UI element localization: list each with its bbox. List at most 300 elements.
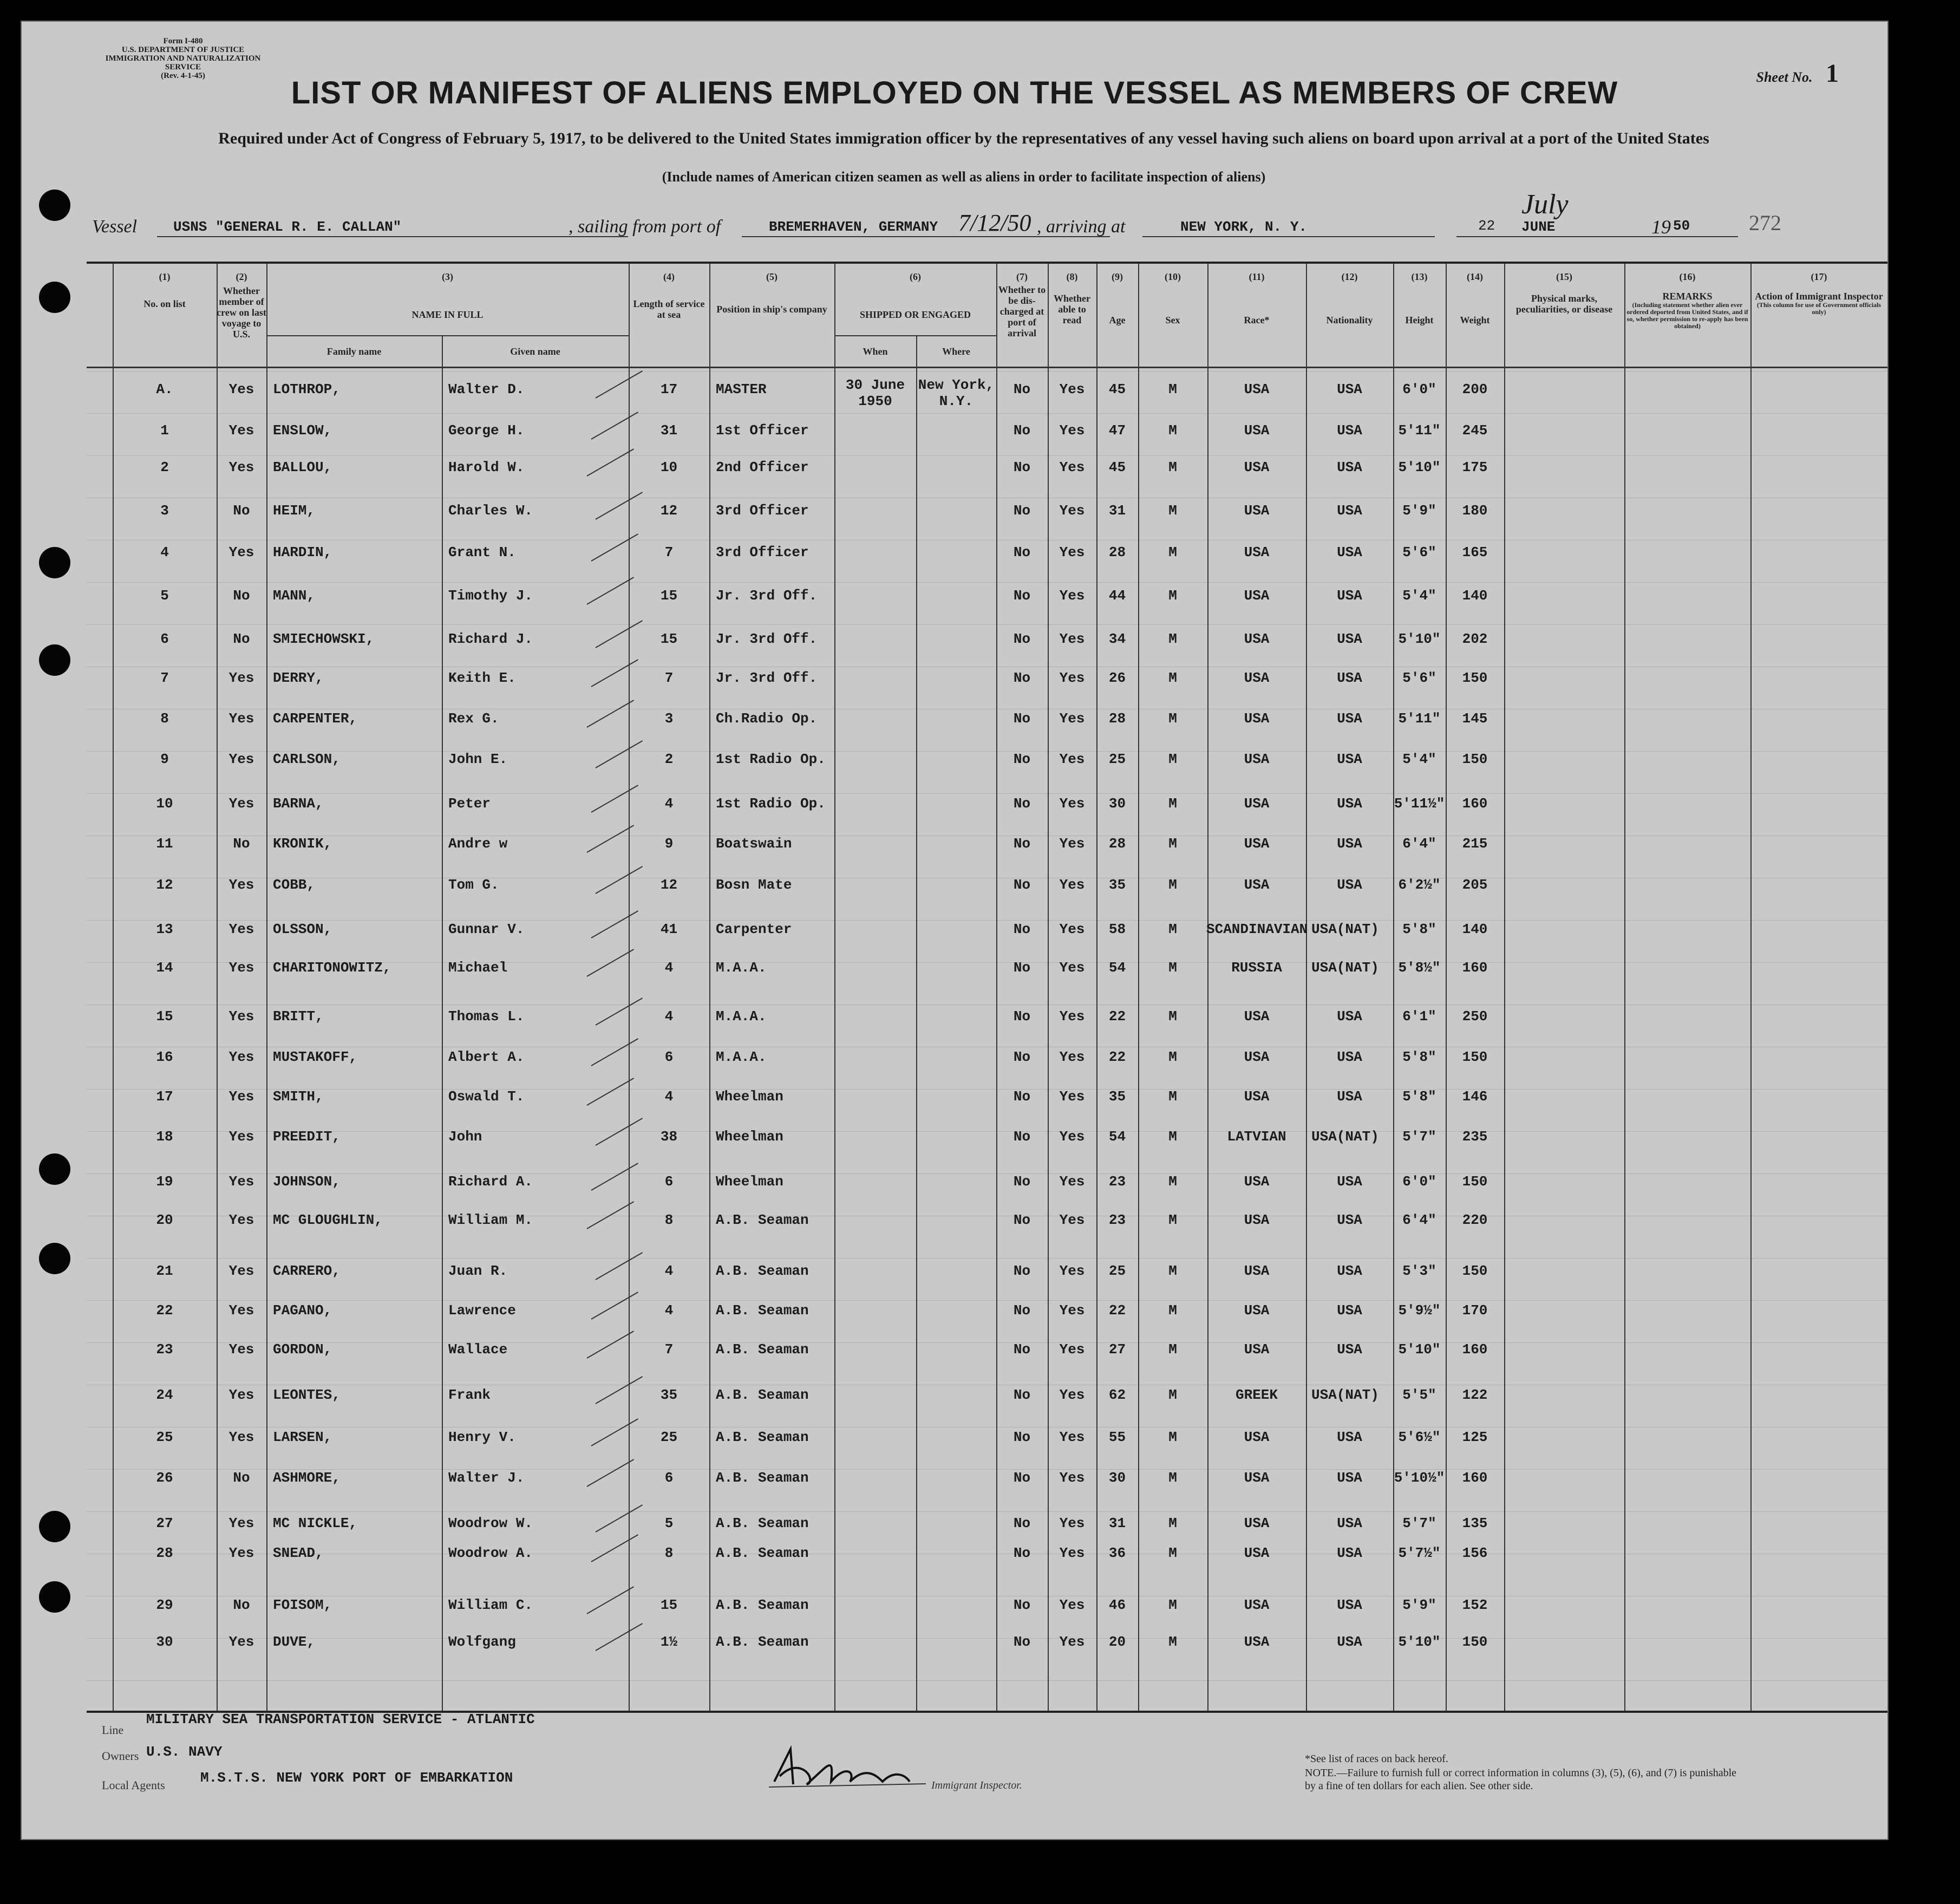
cell-race: USA (1244, 544, 1270, 560)
cell-given: Rex G. (448, 710, 499, 727)
cell-no: 11 (156, 836, 173, 852)
subheader-divider (266, 335, 629, 336)
cell-prev: Yes (228, 544, 254, 560)
cell-race: USA (1244, 1088, 1270, 1105)
cell-weight: 200 (1462, 381, 1488, 397)
cell-sex: M (1168, 1429, 1177, 1445)
cell-no: 20 (156, 1212, 173, 1228)
cell-age: 22 (1108, 1008, 1126, 1025)
cell-position: 3rd Officer (716, 544, 809, 560)
column-header-sex (1138, 271, 1207, 325)
cell-height: 5'7" (1402, 1515, 1436, 1531)
cell-position: A.B. Seaman (716, 1470, 809, 1486)
cell-given: Grant N. (448, 544, 516, 560)
cell-weight: 150 (1462, 1049, 1488, 1065)
cell-age: 25 (1108, 751, 1126, 767)
arrival-month-handwritten: July (1521, 189, 1569, 220)
cell-height: 5'3" (1402, 1263, 1436, 1279)
cell-race: USA (1244, 631, 1270, 647)
cell-position: A.B. Seaman (716, 1387, 809, 1403)
cell-no: 4 (160, 544, 169, 560)
cell-prev: Yes (228, 960, 254, 976)
cell-prev: Yes (228, 459, 254, 475)
cell-nationality: USA (1337, 588, 1362, 604)
form-line: U.S. DEPARTMENT OF JUSTICE (121, 45, 245, 54)
punch-hole (39, 1243, 70, 1274)
ruling-line (87, 1173, 1887, 1174)
cell-discharged: No (1013, 588, 1031, 604)
cell-weight: 205 (1462, 877, 1488, 893)
cell-age: 35 (1108, 877, 1126, 893)
column-divider (1207, 264, 1208, 1711)
cell-service: 38 (660, 1129, 678, 1145)
cell-height: 5'8" (1402, 1088, 1436, 1105)
punch-hole (39, 1153, 70, 1185)
cell-given: Lawrence (448, 1302, 516, 1319)
cell-weight: 160 (1462, 1341, 1488, 1358)
cell-given: Henry V. (448, 1429, 516, 1445)
cell-read: Yes (1059, 1387, 1085, 1403)
cell-read: Yes (1059, 1429, 1085, 1445)
cell-nationality: USA(NAT) (1311, 1129, 1379, 1145)
cell-service: 4 (664, 1302, 674, 1319)
cell-sex: M (1168, 1634, 1177, 1650)
cell-read: Yes (1059, 1634, 1085, 1650)
cell-height: 6'2½" (1398, 877, 1441, 893)
cell-position: 3rd Officer (716, 503, 809, 519)
ruling-line (87, 413, 1887, 414)
column-number: (16) (1679, 271, 1696, 282)
sailing-label: , sailing from port of (569, 217, 721, 237)
cell-height: 6'1" (1402, 1008, 1436, 1025)
cell-service: 15 (660, 588, 678, 604)
cell-position: Bosn Mate (716, 877, 792, 893)
cell-family: MANN, (273, 588, 316, 604)
cell-service: 25 (660, 1429, 678, 1445)
column-subtitle: (This column for use of Government officials only) (1756, 301, 1881, 316)
cell-height: 5'7" (1402, 1129, 1436, 1145)
cell-discharged: No (1013, 1173, 1031, 1190)
cell-read: Yes (1059, 960, 1085, 976)
column-title: Nationality (1326, 315, 1373, 325)
page-number: 272 (1749, 211, 1781, 235)
cell-nationality: USA (1337, 1263, 1362, 1279)
cell-read: Yes (1059, 503, 1085, 519)
cell-age: 23 (1108, 1173, 1126, 1190)
cell-age: 46 (1108, 1597, 1126, 1613)
cell-race: USA (1244, 1008, 1270, 1025)
cell-discharged: No (1013, 1634, 1031, 1650)
cell-race: USA (1244, 1597, 1270, 1613)
column-divider (1750, 264, 1752, 1711)
cell-position: 1st Officer (716, 422, 809, 439)
cell-race: USA (1244, 1263, 1270, 1279)
cell-read: Yes (1059, 751, 1085, 767)
cell-service: 1½ (660, 1634, 678, 1650)
cell-discharged: No (1013, 1263, 1031, 1279)
column-divider (1393, 264, 1394, 1711)
cell-discharged: No (1013, 1049, 1031, 1065)
column-divider (629, 264, 630, 1711)
line-label: Line (102, 1723, 124, 1737)
cell-weight: 175 (1462, 459, 1488, 475)
cell-race: GREEK (1235, 1387, 1278, 1403)
cell-height: 6'4" (1402, 1212, 1436, 1228)
cell-sex: M (1168, 1088, 1177, 1105)
cell-read: Yes (1059, 1212, 1085, 1228)
cell-prev: Yes (228, 1212, 254, 1228)
header-divider (87, 367, 1887, 368)
column-title: Sex (1165, 315, 1180, 325)
cell-discharged: No (1013, 381, 1031, 397)
cell-race: USA (1244, 1341, 1270, 1358)
cell-prev: Yes (228, 381, 254, 397)
cell-given: William C. (448, 1597, 533, 1613)
cell-given: Timothy J. (448, 588, 533, 604)
cell-prev: Yes (228, 1302, 254, 1319)
cell-position: Ch.Radio Op. (716, 710, 818, 727)
column-title: Race* (1244, 315, 1270, 325)
cell-height: 5'10" (1398, 1341, 1441, 1358)
cell-weight: 150 (1462, 751, 1488, 767)
cell-sex: M (1168, 544, 1177, 560)
cell-prev: Yes (228, 1008, 254, 1025)
cell-service: 8 (664, 1545, 674, 1561)
cell-nationality: USA (1337, 1545, 1362, 1561)
form-line: (Rev. 4-1-45) (161, 71, 205, 80)
cell-prev: Yes (228, 921, 254, 937)
cell-discharged: No (1013, 921, 1031, 937)
cell-nationality: USA (1337, 422, 1362, 439)
port-from: BREMERHAVEN, GERMANY (769, 219, 938, 235)
cell-position: MASTER (716, 381, 767, 397)
cell-read: Yes (1059, 710, 1085, 727)
cell-family: BARNA, (273, 795, 324, 812)
cell-given: William M. (448, 1212, 533, 1228)
cell-position: A.B. Seaman (716, 1341, 809, 1358)
cell-discharged: No (1013, 1470, 1031, 1486)
cell-position: M.A.A. (716, 960, 767, 976)
cell-height: 5'10½" (1394, 1470, 1445, 1486)
punch-hole (39, 190, 70, 221)
cell-no: 29 (156, 1597, 173, 1613)
cell-discharged: No (1013, 422, 1031, 439)
cell-read: Yes (1059, 1470, 1085, 1486)
punch-hole (39, 644, 70, 676)
cell-sex: M (1168, 795, 1177, 812)
owners-label: Owners (102, 1749, 139, 1763)
cell-no: 6 (160, 631, 169, 647)
pencil-check-mark (587, 1201, 635, 1229)
cell-nationality: USA (1337, 1634, 1362, 1650)
cell-age: 30 (1108, 795, 1126, 812)
cell-position: Jr. 3rd Off. (716, 670, 818, 686)
column-number: (15) (1556, 271, 1572, 282)
column-header-ht (1393, 271, 1446, 325)
cell-discharged: No (1013, 670, 1031, 686)
cell-family: CARRERO, (273, 1263, 341, 1279)
cell-weight: 146 (1462, 1088, 1488, 1105)
cell-prev: Yes (228, 1088, 254, 1105)
cell-family: MC GLOUGHLIN, (273, 1212, 383, 1228)
cell-race: USA (1244, 1212, 1270, 1228)
cell-prev: Yes (228, 751, 254, 767)
cell-prev: Yes (228, 670, 254, 686)
cell-no: 14 (156, 960, 173, 976)
cell-prev: Yes (228, 795, 254, 812)
cell-discharged: No (1013, 836, 1031, 852)
column-divider (1504, 264, 1505, 1711)
column-subheader: Where (942, 346, 970, 357)
cell-nationality: USA (1337, 544, 1362, 560)
column-divider (709, 264, 710, 1711)
cell-sex: M (1168, 751, 1177, 767)
pencil-check-mark (587, 1078, 635, 1106)
cell-sex: M (1168, 1173, 1177, 1190)
cell-weight: 202 (1462, 631, 1488, 647)
column-subheader: When (863, 346, 888, 357)
cell-sex: M (1168, 381, 1177, 397)
cell-height: 6'4" (1402, 836, 1436, 852)
cell-sex: M (1168, 1341, 1177, 1358)
cell-given: Thomas L. (448, 1008, 525, 1025)
cell-sex: M (1168, 1049, 1177, 1065)
year-suffix: 50 (1673, 218, 1690, 234)
cell-prev: Yes (228, 710, 254, 727)
cell-no: 16 (156, 1049, 173, 1065)
cell-service: 6 (664, 1049, 674, 1065)
column-divider (1446, 264, 1447, 1711)
cell-no: 2 (160, 459, 169, 475)
cell-age: 55 (1108, 1429, 1126, 1445)
cell-position: A.B. Seaman (716, 1515, 809, 1531)
cell-sex: M (1168, 1302, 1177, 1319)
crew-table (87, 262, 1887, 1713)
cell-read: Yes (1059, 631, 1085, 647)
column-header-pos (709, 271, 834, 315)
ruling-line (87, 1469, 1887, 1470)
inspector-label: Immigrant Inspector. (931, 1779, 1022, 1791)
cell-family: JOHNSON, (273, 1173, 341, 1190)
column-title: REMARKS (1662, 291, 1713, 302)
cell-read: Yes (1059, 1088, 1085, 1105)
cell-height: 5'9" (1402, 503, 1436, 519)
punch-hole (39, 1581, 70, 1613)
ruling-line (87, 1511, 1887, 1512)
cell-height: 5'11" (1398, 710, 1441, 727)
cell-position: Boatswain (716, 836, 792, 852)
cell-prev: Yes (228, 1545, 254, 1561)
cell-race: RUSSIA (1231, 960, 1282, 976)
cell-weight: 145 (1462, 710, 1488, 727)
cell-weight: 125 (1462, 1429, 1488, 1445)
cell-service: 41 (660, 921, 678, 937)
cell-family: BRITT, (273, 1008, 324, 1025)
cell-height: 5'9" (1402, 1597, 1436, 1613)
cell-height: 5'10" (1398, 459, 1441, 475)
cell-nationality: USA (1337, 503, 1362, 519)
ruling-line (87, 1342, 1887, 1343)
form-line: Form I-480 (163, 37, 203, 45)
cell-no: 10 (156, 795, 173, 812)
pencil-check-mark (587, 577, 635, 605)
cell-family: SNEAD, (273, 1545, 324, 1561)
ruling-line (87, 582, 1887, 583)
cell-height: 5'6½" (1398, 1429, 1441, 1445)
cell-family: OLSSON, (273, 921, 332, 937)
cell-when: 30 June (845, 377, 905, 393)
cell-given: John E. (448, 751, 508, 767)
cell-no: 15 (156, 1008, 173, 1025)
cell-family: SMIECHOWSKI, (273, 631, 375, 647)
cell-race: LATVIAN (1227, 1129, 1286, 1145)
cell-given: Tom G. (448, 877, 499, 893)
cell-service: 7 (664, 1341, 674, 1358)
cell-given: Albert A. (448, 1049, 525, 1065)
cell-when2: 1950 (858, 393, 892, 409)
cell-position: 1st Radio Op. (716, 751, 826, 767)
cell-height: 5'10" (1398, 1634, 1441, 1650)
cell-family: BALLOU, (273, 459, 332, 475)
cell-age: 31 (1108, 503, 1126, 519)
cell-weight: 165 (1462, 544, 1488, 560)
column-divider (1048, 264, 1049, 1711)
cell-no: 7 (160, 670, 169, 686)
column-title: Position in ship's company (716, 304, 827, 315)
cell-height: 5'10" (1398, 631, 1441, 647)
cell-race: USA (1244, 1429, 1270, 1445)
cell-read: Yes (1059, 921, 1085, 937)
ruling-line (87, 1131, 1887, 1132)
column-number: (7) (1016, 271, 1028, 282)
column-title: Length of service at sea (633, 298, 705, 320)
cell-given: Harold W. (448, 459, 525, 475)
column-header-prev (217, 271, 266, 340)
cell-no: A. (156, 381, 173, 397)
cell-read: Yes (1059, 1545, 1085, 1561)
cell-family: LEONTES, (273, 1387, 341, 1403)
cell-family: KRONIK, (273, 836, 332, 852)
cell-service: 31 (660, 422, 678, 439)
column-divider (113, 264, 114, 1711)
column-title: NAME IN FULL (411, 309, 484, 320)
cell-no: 19 (156, 1173, 173, 1190)
cell-race: USA (1244, 670, 1270, 686)
column-number: (9) (1112, 271, 1123, 282)
cell-given: Walter J. (448, 1470, 525, 1486)
cell-age: 26 (1108, 670, 1126, 686)
cell-height: 5'8" (1402, 1049, 1436, 1065)
cell-age: 27 (1108, 1341, 1126, 1358)
column-header-no (113, 271, 217, 309)
column-divider (1096, 264, 1097, 1711)
cell-family: DUVE, (273, 1634, 316, 1650)
form-line: IMMIGRATION AND NATURALIZATION SERVICE (105, 54, 261, 71)
cell-read: Yes (1059, 544, 1085, 560)
cell-weight: 170 (1462, 1302, 1488, 1319)
cell-read: Yes (1059, 381, 1085, 397)
cell-prev: No (233, 588, 250, 604)
column-subtitle: (Including statement whether alien ever ordered deported from United States, and if so, whether permission to re-apply has been obtained) (1626, 301, 1748, 330)
cell-given: George H. (448, 422, 525, 439)
cell-race: USA (1244, 1470, 1270, 1486)
cell-service: 7 (664, 670, 674, 686)
cell-no: 18 (156, 1129, 173, 1145)
cell-race: USA (1244, 710, 1270, 727)
cell-weight: 220 (1462, 1212, 1488, 1228)
cell-height: 5'8" (1402, 921, 1436, 937)
cell-service: 17 (660, 381, 678, 397)
cell-prev: Yes (228, 1049, 254, 1065)
cell-nationality: USA (1337, 1008, 1362, 1025)
cell-nationality: USA (1337, 670, 1362, 686)
cell-age: 54 (1108, 960, 1126, 976)
cell-given: Woodrow A. (448, 1545, 533, 1561)
cell-family: ASHMORE, (273, 1470, 341, 1486)
cell-height: 6'0" (1402, 1173, 1436, 1190)
cell-age: 45 (1108, 381, 1126, 397)
vessel-label: Vessel (92, 217, 138, 237)
cell-discharged: No (1013, 1515, 1031, 1531)
cell-prev: Yes (228, 1515, 254, 1531)
cell-given: Keith E. (448, 670, 516, 686)
cell-discharged: No (1013, 710, 1031, 727)
cell-weight: 140 (1462, 921, 1488, 937)
cell-service: 4 (664, 1008, 674, 1025)
cell-sex: M (1168, 1263, 1177, 1279)
cell-read: Yes (1059, 877, 1085, 893)
cell-weight: 156 (1462, 1545, 1488, 1561)
column-group-header (266, 271, 629, 320)
ruling-line (87, 1258, 1887, 1259)
column-number: (12) (1341, 271, 1358, 282)
year-prefix: 19 (1651, 216, 1671, 238)
cell-family: MC NICKLE, (273, 1515, 358, 1531)
cell-position: M.A.A. (716, 1049, 767, 1065)
cell-height: 5'4" (1402, 588, 1436, 604)
cell-race: SCANDINAVIAN (1206, 921, 1308, 937)
cell-prev: No (233, 503, 250, 519)
cell-nationality: USA (1337, 459, 1362, 475)
cell-sex: M (1168, 1387, 1177, 1403)
agents-value: M.S.T.S. NEW YORK PORT OF EMBARKATION (200, 1770, 513, 1786)
cell-no: 17 (156, 1088, 173, 1105)
cell-position: A.B. Seaman (716, 1263, 809, 1279)
column-number: (3) (442, 271, 453, 282)
cell-weight: 122 (1462, 1387, 1488, 1403)
cell-service: 2 (664, 751, 674, 767)
cell-discharged: No (1013, 1212, 1031, 1228)
cell-race: USA (1244, 877, 1270, 893)
column-header-svc (629, 271, 709, 320)
cell-given: Gunnar V. (448, 921, 525, 937)
pencil-check-mark (587, 448, 635, 477)
cell-service: 12 (660, 503, 678, 519)
page-title: LIST OR MANIFEST OF ALIENS EMPLOYED ON THE VESSEL AS MEMBERS OF CREW (291, 75, 1618, 110)
cell-read: Yes (1059, 1008, 1085, 1025)
cell-family: CARPENTER, (273, 710, 358, 727)
cell-position: A.B. Seaman (716, 1597, 809, 1613)
cell-read: Yes (1059, 1515, 1085, 1531)
column-divider (266, 264, 267, 1711)
column-number: (1) (159, 271, 171, 282)
owners-value: U.S. NAVY (146, 1744, 223, 1760)
cell-race: USA (1244, 1634, 1270, 1650)
cell-position: A.B. Seaman (716, 1302, 809, 1319)
column-title: No. on list (143, 298, 186, 309)
cell-position: Carpenter (716, 921, 792, 937)
column-header-dis (996, 271, 1048, 338)
